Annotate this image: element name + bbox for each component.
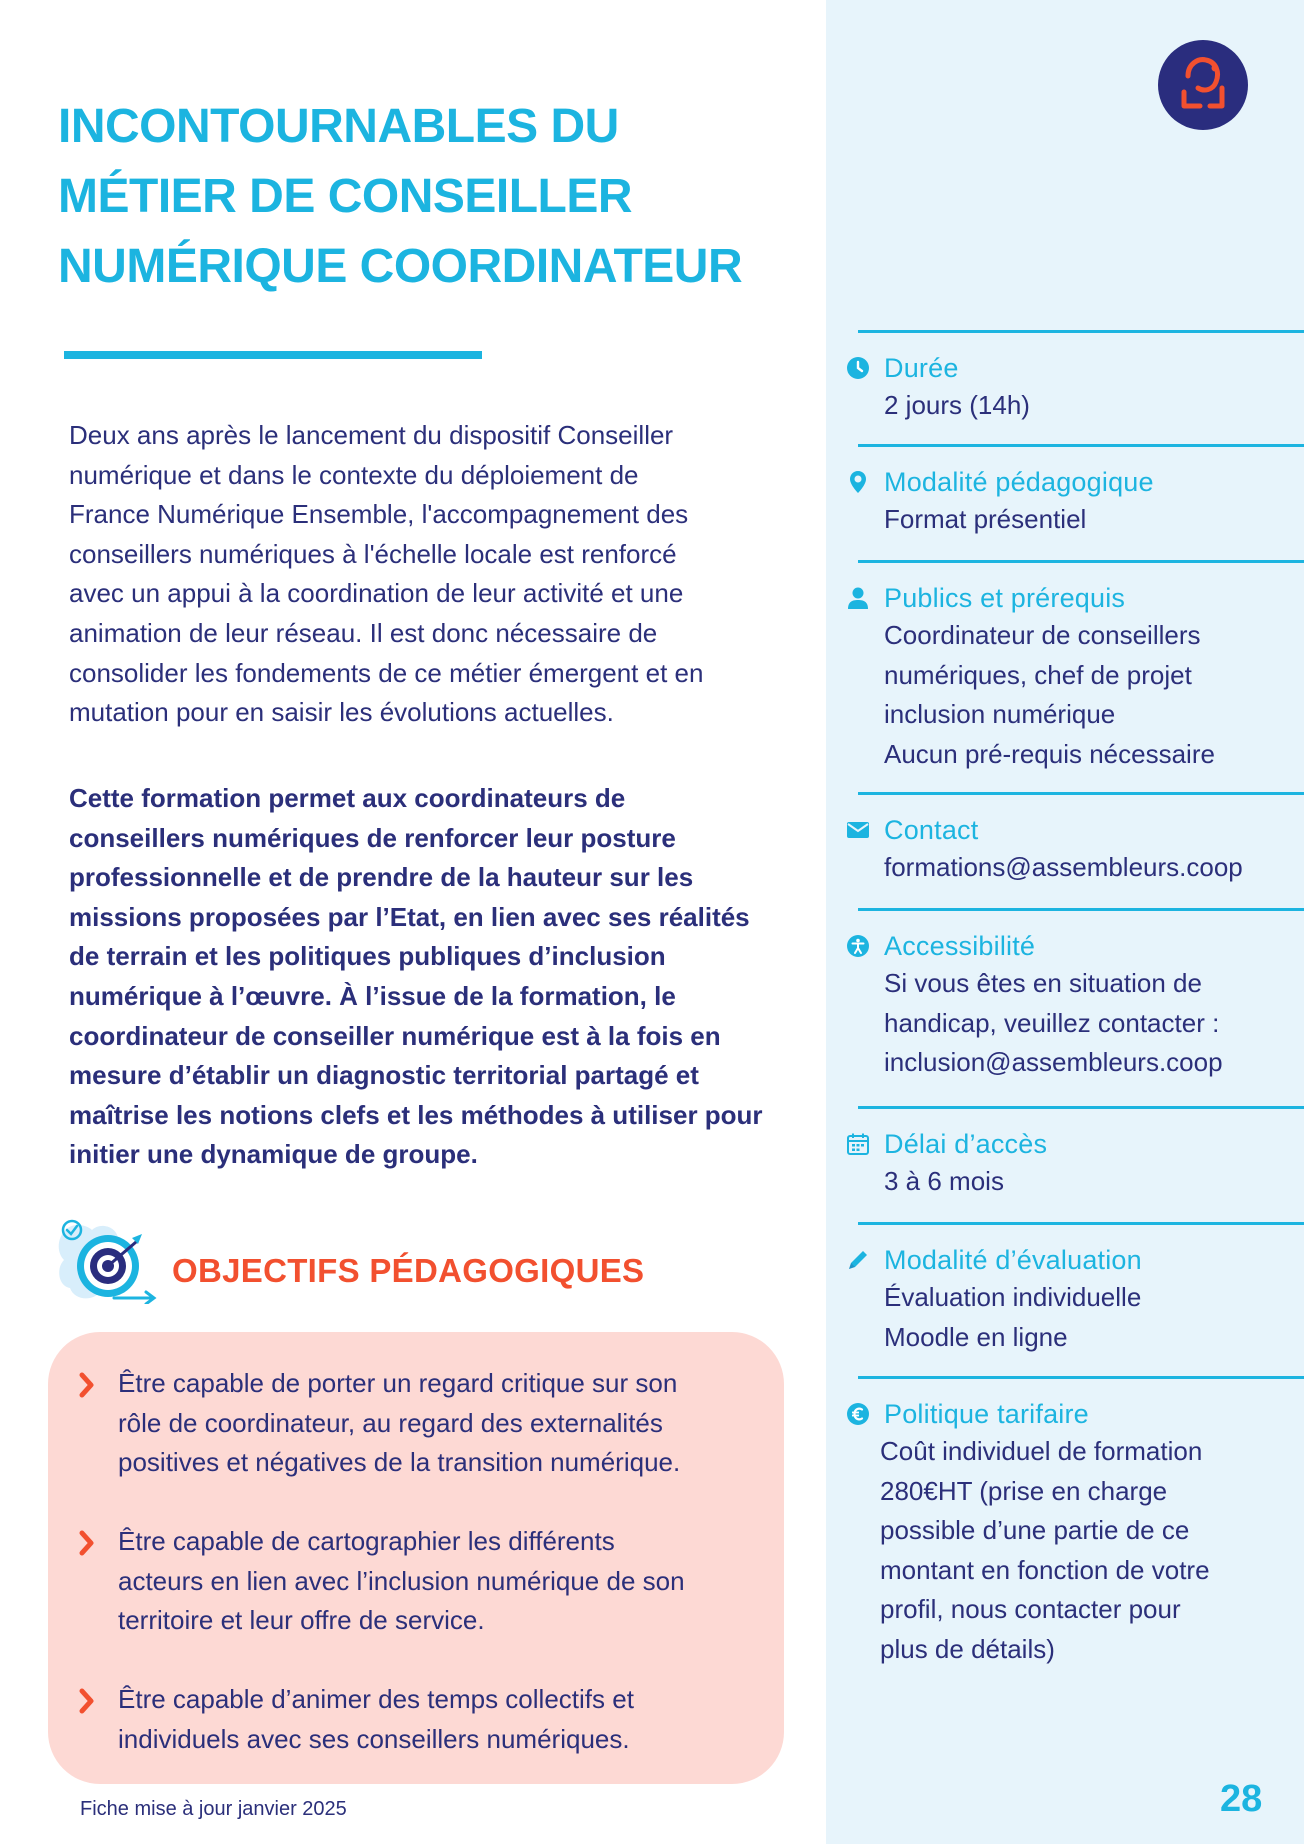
objective-line: individuels avec ses conseillers numériques. [118,1723,630,1754]
info-modalite [846,464,1296,540]
info-divider [858,1222,1304,1225]
info-accessibilite [846,928,1296,1083]
objective-line: rôle de coordinateur, au regard des externalités [118,1407,663,1438]
update-note: Fiche mise à jour janvier 2025 [80,1798,347,1820]
calendar-icon [846,1132,870,1156]
info-line: possible d’une partie de ce [880,1515,1190,1545]
page-number: 28 [1220,1778,1263,1820]
info-divider [858,560,1304,563]
envelope-icon [846,818,870,842]
info-value [846,848,1296,888]
chevron-right-icon [78,1522,102,1641]
info-line: Coût individuel de formation [880,1436,1203,1466]
intro-line: consolider les fondements de ce métier émergent et en [69,657,704,688]
info-contact [846,812,1296,888]
intro-line: mutation pour en saisir les évolutions actuelles. [69,697,614,728]
objective-line: positives et négatives de la transition numérique. [118,1447,681,1478]
info-title: Publics et prérequis [884,582,1126,613]
summary-line: numérique à l’œuvre. À l’issue de la formation, le [69,980,676,1011]
clock-icon [846,356,870,380]
info-line: Format présentiel [884,504,1087,534]
summary-line: coordinateur de conseiller numérique est à la fois en [69,1020,721,1051]
info-line: 3 à 6 mois [884,1166,1004,1196]
info-title: Modalité d’évaluation [884,1244,1142,1275]
info-line: 280€HT (prise en charge [880,1475,1168,1506]
info-line: Aucun pré-requis nécessaire [884,738,1215,769]
intro-line: France Numérique Ensemble, l'accompagnement des [69,499,689,530]
info-divider [858,1106,1304,1109]
chevron-right-icon [78,1364,102,1483]
info-value [846,500,1296,540]
page-title [58,92,818,302]
info-title: Modalité pédagogique [884,466,1154,497]
info-value [846,1162,1296,1202]
objective-item [78,1364,758,1483]
euro-icon [846,1402,870,1426]
info-value [846,386,1296,426]
objective-item [78,1522,758,1641]
objective-text [102,1522,685,1641]
info-divider [858,1376,1304,1379]
summary-line: de terrain et les politiques publiques d’inclusion [69,941,666,972]
intro-paragraph [69,416,789,733]
summary-line: Cette formation permet aux coordinateurs de [69,783,626,813]
info-tarif [846,1396,1296,1669]
info-divider [858,330,1304,333]
info-title: Contact [884,814,979,845]
intro-line: Deux ans après le lancement du dispositif Conseiller [69,420,674,450]
title-line: NUMÉRIQUE COORDINATEUR [58,240,743,293]
info-divider [858,908,1304,911]
assembleurs-logo [1158,40,1248,130]
objective-item [78,1680,758,1759]
title-underline [64,351,482,359]
summary-line: mesure d’établir un diagnostic territorial partagé et [69,1060,699,1091]
info-line: Évaluation individuelle [884,1282,1142,1312]
summary-line: maîtrise les notions clefs et les méthodes à utiliser pour [69,1099,763,1130]
objective-line: territoire et leur offre de service. [118,1605,485,1636]
objectives-heading: OBJECTIFS PÉDAGOGIQUES [172,1252,645,1289]
objective-text [102,1364,680,1483]
summary-line: professionnelle et de prendre de la hauteur sur les [69,862,694,893]
objective-text [102,1680,634,1759]
title-line: MÉTIER DE CONSEILLER [58,170,633,223]
intro-line: animation de leur réseau. Il est donc nécessaire de [69,617,658,648]
info-value [846,1432,1296,1669]
title-line: INCONTOURNABLES DU [58,100,619,153]
intro-line: numérique et dans le contexte du déploiement de [69,459,639,490]
person-icon [846,586,870,610]
summary-line: initier une dynamique de groupe. [69,1139,478,1170]
info-value [846,964,1296,1083]
info-delai [846,1126,1296,1202]
info-value [846,1278,1296,1357]
info-divider [858,444,1304,447]
info-publics [846,580,1296,774]
intro-line: conseillers numériques à l'échelle locale est renforcé [69,538,677,569]
objective-line: Être capable de porter un regard critique sur son [118,1368,678,1398]
objective-line: Être capable de cartographier les différents [118,1526,615,1556]
info-line: profil, nous contacter pour [880,1594,1181,1624]
info-duree [846,350,1296,426]
location-pin-icon [846,470,870,494]
info-title: Politique tarifaire [884,1398,1089,1429]
info-line: Moodle en ligne [884,1321,1068,1352]
info-line: numériques, chef de projet [884,659,1192,690]
training-summary [69,779,799,1175]
summary-line: conseillers numériques de renforcer leur posture [69,822,676,853]
pencil-icon [846,1248,870,1272]
intro-line: avec un appui à la coordination de leur activité et une [69,578,684,609]
info-line: plus de détails) [880,1633,1055,1664]
info-line: Si vous êtes en situation de [884,968,1202,998]
info-title: Accessibilité [884,930,1036,961]
info-title: Durée [884,352,959,383]
info-evaluation [846,1242,1296,1357]
info-line: 2 jours (14h) [884,390,1030,420]
accessibility-email[interactable]: inclusion@assembleurs.coop [884,1047,1223,1077]
info-line: handicap, veuillez contacter : [884,1007,1220,1038]
objective-line: Être capable d’animer des temps collectifs et [118,1684,634,1714]
info-value [846,616,1296,774]
accessibility-icon [846,934,870,958]
info-title: Délai d’accès [884,1128,1048,1159]
summary-line: missions proposées par l’Etat, en lien avec ses réalités [69,901,750,932]
info-line: inclusion numérique [884,699,1116,729]
info-line: montant en fonction de votre [880,1554,1210,1585]
info-line: Coordinateur de conseillers [884,620,1201,650]
info-divider [858,792,1304,795]
chevron-right-icon [78,1680,102,1759]
target-icon [56,1212,160,1304]
contact-email[interactable]: formations@assembleurs.coop [884,852,1243,882]
objective-line: acteurs en lien avec l’inclusion numérique de son [118,1565,685,1596]
